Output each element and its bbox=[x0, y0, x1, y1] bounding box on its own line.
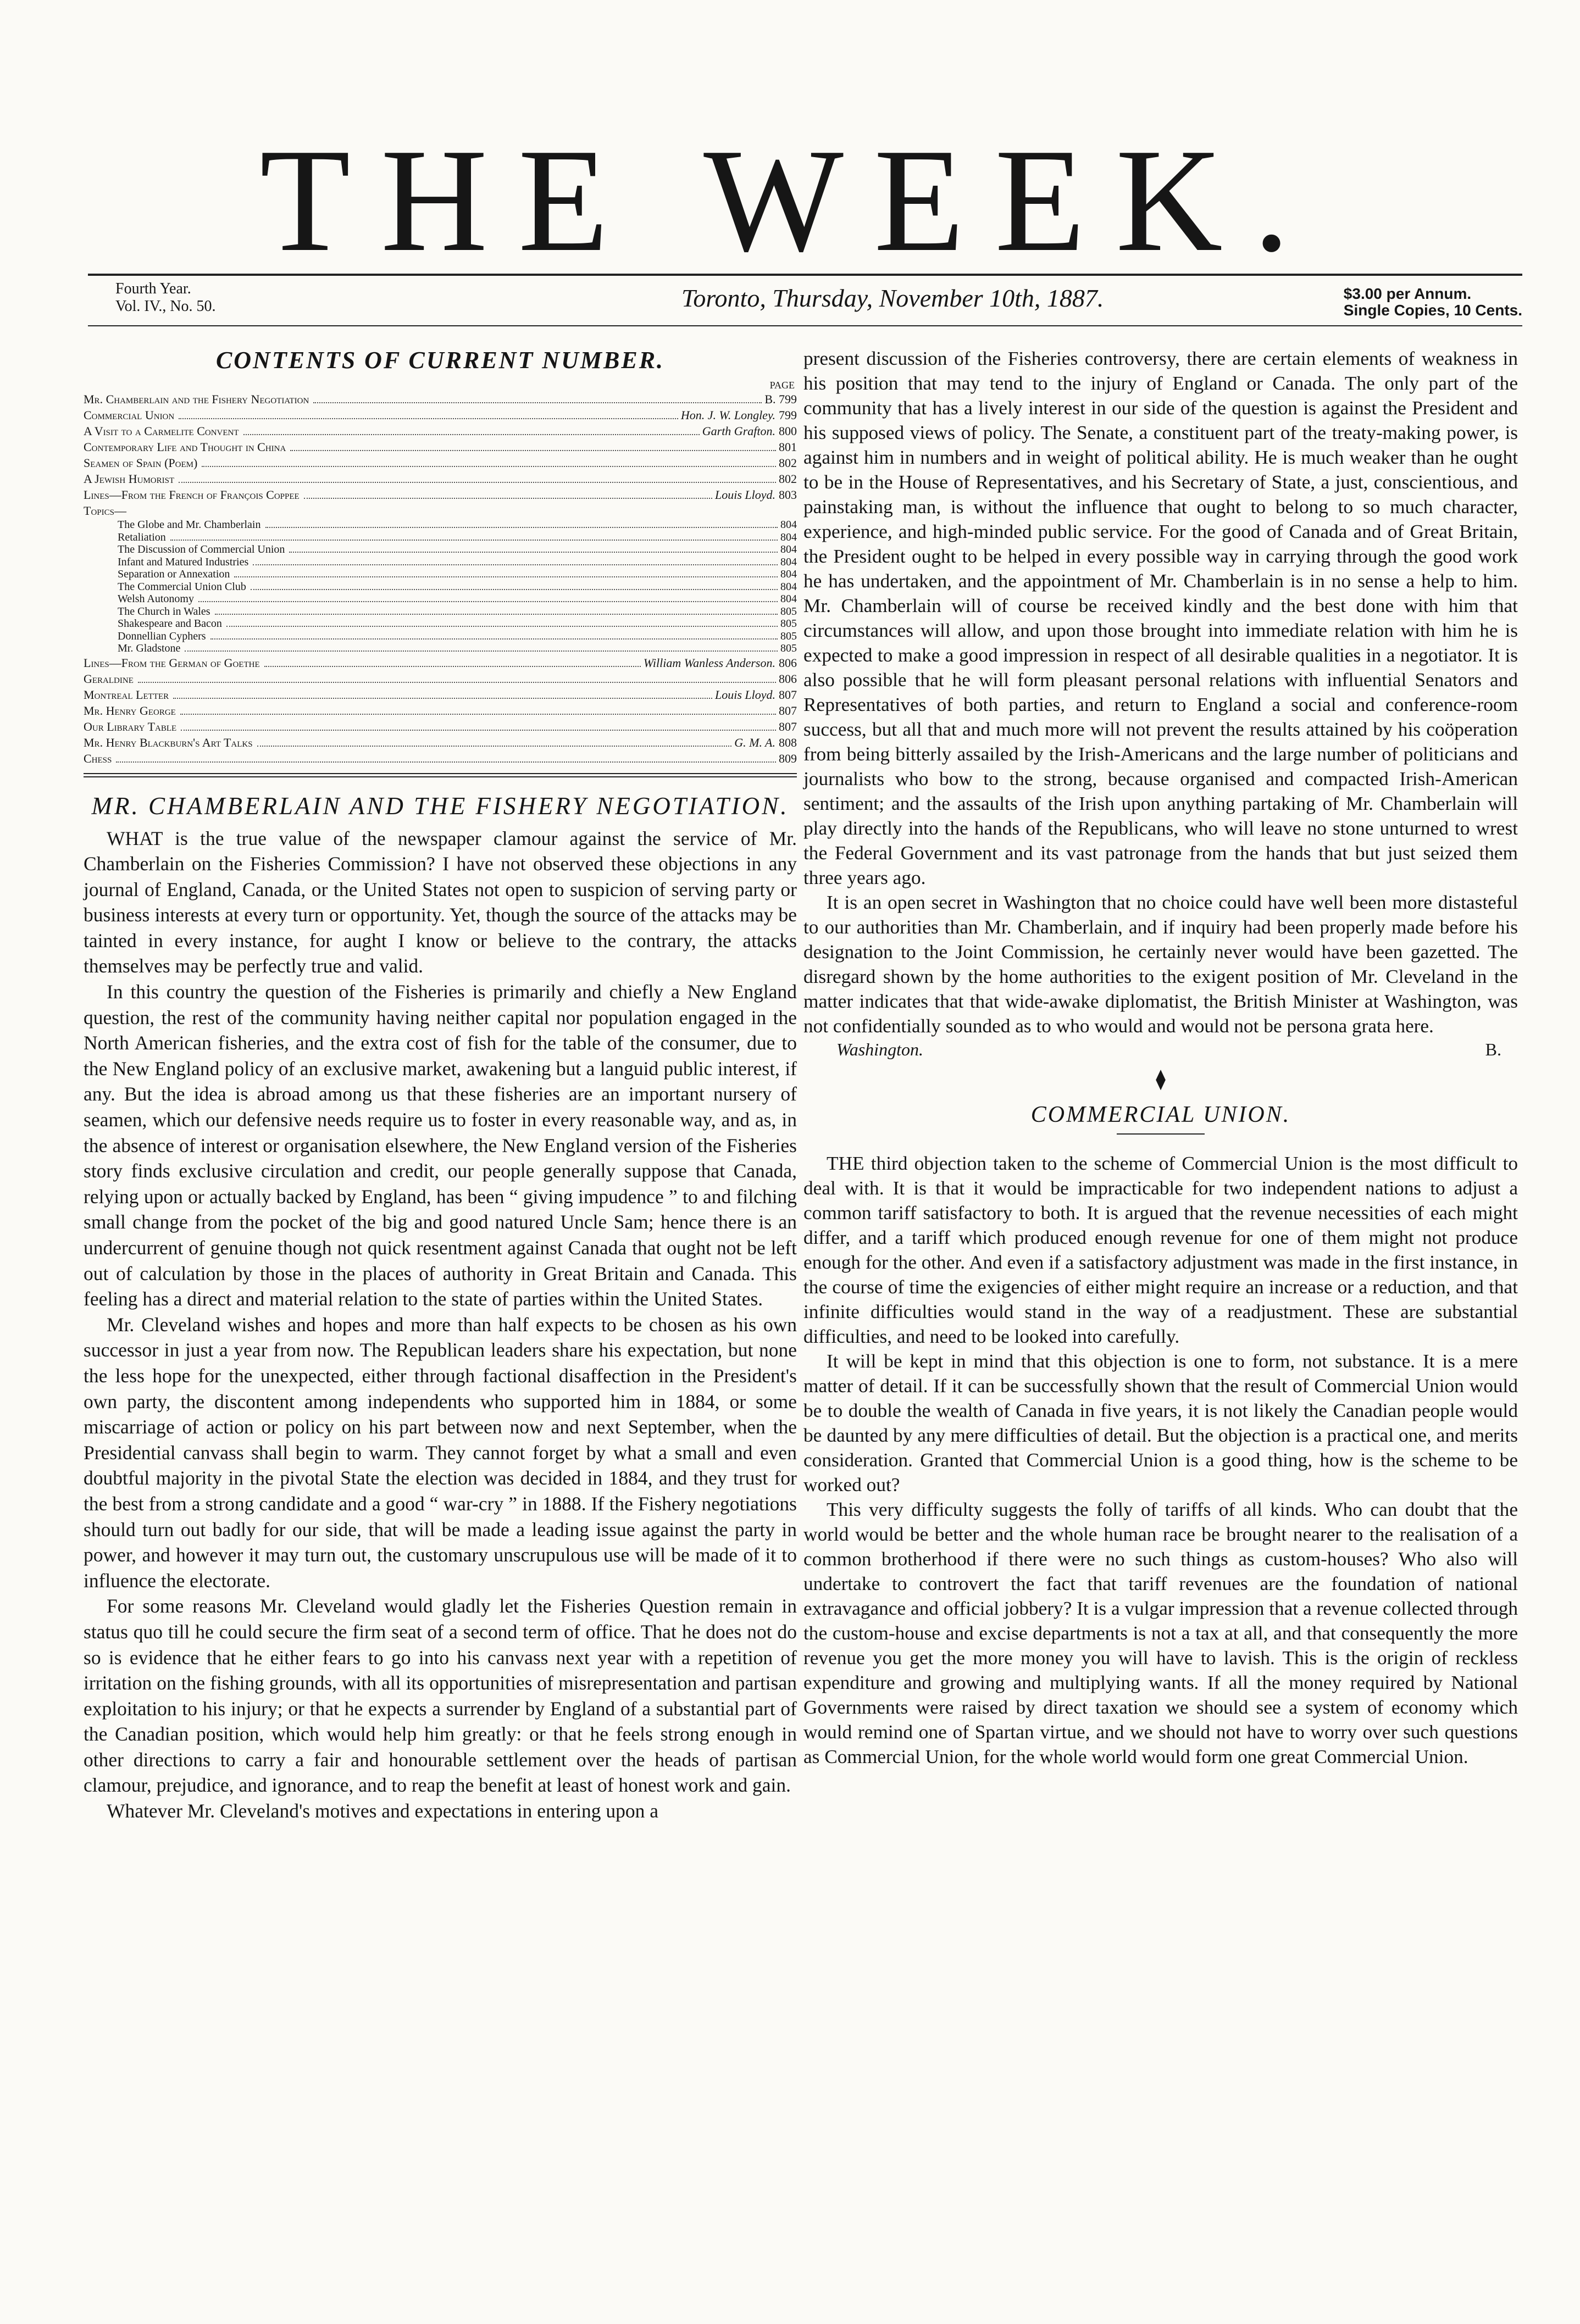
contents-item bbox=[84, 630, 797, 643]
contents-leader-dots bbox=[289, 552, 778, 553]
issue-price: $3.00 per Annum. bbox=[1343, 285, 1472, 302]
contents-item-page: 807 bbox=[779, 687, 797, 702]
contents-leader-dots bbox=[264, 666, 641, 667]
contents-item bbox=[84, 703, 797, 719]
contents-item-page: 800 bbox=[779, 424, 797, 438]
contents-leader-dots bbox=[251, 589, 778, 590]
contents-item-page: 805 bbox=[780, 642, 797, 654]
contents-item bbox=[84, 642, 797, 655]
article-signoff bbox=[836, 1039, 1501, 1060]
contents-divider bbox=[84, 773, 797, 777]
contents-item bbox=[84, 605, 797, 618]
issue-single-copy-price: Single Copies, 10 Cents. bbox=[1343, 302, 1522, 319]
contents-item bbox=[84, 543, 797, 556]
contents-item bbox=[84, 568, 797, 581]
contents-title: CONTENTS OF CURRENT NUMBER. bbox=[215, 347, 665, 374]
article-paragraph: THE third objection taken to the scheme of Commercial Union is the most difficult to deal with. It is that it would be impracticable for two independent nations to adjust a common tariff satisfactory to both. It is argued that the revenue necessities of each might differ, and a tariff which produced enough revenue for one of them might not produce enough for the other. And even if a satisfactory adjustment was made in the first instance, in the course of time the exigencies of either might require an increase or a reduction, and that infinite difficulties would stand in the way of a readjustment. These are substantial difficulties, and need to be looked into carefully. bbox=[803, 1153, 1518, 1347]
contents-leader-dots bbox=[198, 601, 778, 602]
issue-volume: Vol. IV., No. 50. bbox=[115, 298, 216, 315]
contents-item bbox=[84, 423, 797, 439]
contents-item bbox=[84, 618, 797, 630]
contents-item bbox=[84, 593, 797, 605]
contents-item-page: 805 bbox=[780, 618, 797, 630]
table-of-contents bbox=[84, 391, 797, 766]
contents-item-page: 806 bbox=[779, 671, 797, 686]
contents-leader-dots bbox=[290, 450, 776, 451]
article-paragraph: present discussion of the Fisheries controversy, there are certain elements of weakness in his position that may tend to the injury of England or Canada. The only part of the community that has a lively interest in our side of the question is against the President and his supposed views of policy. The Senate, a constituent part of the treaty-making power, is against him in numbers and in weight of political ability. He is much weaker than he ought to be in the House of Representatives, and his Secretary of State, a just, conscientious, and painstaking man, is without the influence that ought to belong to so much character, experience, and high-minded public service. For the good of Canada and of Great Britain, the President ought to be helped in every possible way in carrying through the good work he has undertaken, and the appointment of Mr. Chamberlain is in no sense a help to him. Mr. Chamberlain will of course be received kindly and the best done with him that circumstances will allow, and upon those brought into immediate relation with him he is expected to make a good impression in respect of all desirable qualities in a negotiator. It is also possible that he will form pleasant personal relations with influential Senators and Representatives of both parties, and return to England a social and conference-room success, but all that and much more will not prevent the results attained by his coöperation from being bitterly assailed by the Irish-Americans and the large number of politicians and journalists who bow to the strong, because organised and compacted Irish-American sentiment; and the assaults of the Irish upon anything partaking of Mr. Chamberlain will play directly into the hands of the Republicans, who will leave no stone unturned to wrest the Federal Government and its vast patronage from the hands that but just seized them three years ago. bbox=[803, 348, 1518, 888]
contents-item-title: A Visit to a Carmelite Convent bbox=[84, 424, 239, 438]
contents-item-title: Contemporary Life and Thought in China bbox=[84, 440, 286, 454]
contents-item-author: Hon. J. W. Longley. bbox=[680, 408, 775, 422]
contents-leader-dots bbox=[313, 402, 762, 403]
contents-item-page: B. 799 bbox=[764, 392, 797, 406]
contents-item-title: Mr. Gladstone bbox=[118, 642, 181, 654]
contents-item-title: Mr. Henry George bbox=[84, 703, 176, 718]
contents-item-author: William Wanless Anderson. bbox=[643, 655, 775, 670]
contents-item-page: 807 bbox=[779, 719, 797, 733]
article-title-commercial-union: COMMERCIAL UNION. bbox=[1030, 1102, 1291, 1127]
article-body-right bbox=[803, 346, 1518, 1038]
left-column bbox=[84, 346, 797, 1824]
contents-leader-dots bbox=[170, 540, 778, 541]
contents-item-page: 802 bbox=[779, 472, 797, 486]
contents-item-page: 807 bbox=[779, 703, 797, 718]
right-column bbox=[803, 346, 1518, 1769]
contents-item bbox=[84, 655, 797, 671]
contents-item bbox=[84, 407, 797, 423]
article-paragraph: It is an open secret in Washington that no choice could have well been more distasteful to our authorities than Mr. Chamberlain, and if inquiry had been properly made before his designation to the Joint Commission, he certainly never would have been gazetted. The disregard shown by the home authorities to the exigent position of Mr. Cleveland in the matter indicates that that wide-awake diplomatist, the British Minister at Washington, was not confidentially sounded as to who would and would not be persona grata here. bbox=[803, 892, 1518, 1037]
issue-line bbox=[88, 280, 1522, 324]
article-paragraph: It will be kept in mind that this objection is one to form, not substance. It is a mere matter of detail. If it can be successfully shown that the result of Commercial Union would be to double the wealth of Canada in five years, it is not likely the Canadian people would be daunted by any mere difficulties of detail. But the objection is a practical one, and merits consideration. Granted that Commercial Union is a good thing, how is the scheme to be worked out? bbox=[803, 1350, 1518, 1495]
contents-leader-dots bbox=[243, 434, 700, 435]
section-divider-ornament: ⧫ bbox=[1156, 1068, 1166, 1090]
contents-leader-dots bbox=[202, 466, 776, 467]
article-paragraph: Whatever Mr. Cleveland's motives and expectations in entering upon a bbox=[107, 1800, 659, 1822]
contents-leader-dots bbox=[179, 482, 776, 483]
contents-item-page: 806 bbox=[779, 655, 797, 670]
contents-item-title: Topics— bbox=[84, 504, 126, 518]
contents-item-title: Donnellian Cyphers bbox=[118, 630, 206, 642]
title-underline bbox=[1117, 1133, 1205, 1135]
contents-leader-dots bbox=[265, 527, 778, 528]
contents-item-title: The Globe and Mr. Chamberlain bbox=[118, 519, 261, 531]
contents-item bbox=[84, 531, 797, 544]
contents-item-page: 804 bbox=[780, 531, 797, 543]
contents-item-page: 804 bbox=[780, 543, 797, 555]
contents-item-title: Montreal Letter bbox=[84, 687, 169, 702]
contents-item bbox=[84, 391, 797, 407]
contents-item-title: Mr. Chamberlain and the Fishery Negotiation bbox=[84, 392, 309, 406]
article-paragraph: WHAT is the true value of the newspaper clamour against the service of Mr. Chamberlain on the Fisheries Commission? I have not observed these objections in any journal of England, Canada, or the United States not open to suspicion of serving party or business interests at every turn or opportunity. Yet, though the source of the attacks may be tainted in every instance, for aught I know or believe to the contrary, the attacks themselves may be perfectly true and valid. bbox=[84, 827, 797, 977]
contents-leader-dots bbox=[185, 651, 778, 652]
contents-leader-dots bbox=[226, 626, 778, 627]
article-body-commercial-union bbox=[803, 1151, 1518, 1769]
contents-item bbox=[84, 455, 797, 471]
contents-item-title: Infant and Matured Industries bbox=[118, 555, 249, 568]
article-title-chamberlain: MR. CHAMBERLAIN AND THE FISHERY NEGOTIATION. bbox=[91, 792, 789, 820]
contents-item-author: Louis Lloyd. bbox=[714, 488, 775, 502]
contents-leader-dots bbox=[215, 614, 778, 615]
contents-item-title: Commercial Union bbox=[84, 408, 175, 422]
contents-item bbox=[84, 719, 797, 735]
contents-item bbox=[84, 687, 797, 703]
contents-item bbox=[84, 671, 797, 687]
contents-leader-dots bbox=[304, 498, 712, 499]
article-paragraph: This very difficulty suggests the folly of tariffs of all kinds. Who can doubt that the world would be better and the whole human race be brought nearer to the realisation of a common brotherhood if there were no such things as custom-houses? Who also will undertake to controvert the fact that tariff revenues are the foundation of national extravagance and official jobbery? It is a vulgar impression that a revenue collected through the custom-house and excise departments is not a tax at all, and that consequently the more revenue you get the more money you will have to lavish. This is the origin of reckless expenditure and growing and multiplying wants. If all the money required by National Governments were raised by direct taxation we should see a system of economy which would remind one of Spartan virtue, and we should not have to worry over such questions as Commercial Union, for the whole world would form one great Commercial Union. bbox=[803, 1499, 1518, 1767]
masthead-title: THE WEEK. bbox=[259, 118, 1321, 282]
contents-leader-dots bbox=[210, 638, 778, 640]
contents-leader-dots bbox=[234, 576, 778, 577]
contents-leader-dots bbox=[138, 682, 776, 683]
signoff-initial: B. bbox=[1485, 1039, 1501, 1059]
contents-item-page: 804 bbox=[780, 555, 797, 568]
contents-item-title: Welsh Autonomy bbox=[118, 593, 194, 605]
contents-item bbox=[84, 487, 797, 503]
article-paragraph: Mr. Cleveland wishes and hopes and more than half expects to be chosen as his own successor in just a year from now. The Republican leaders share his expectation, but none the less hope for the unexpected, either through factional disaffection in the President's own party, the discontent among independents who supported him in 1884, or some miscarriage of action or policy on his part between now and next September, when the Presidential canvass shall begin to warm. They cannot forget by what a small and even doubtful majority in the pivotal State the election was decided in 1884, and they trust for the best from a strong candidate and a good “ war-cry ” in 1888. If the Fishery negotiations should turn out badly for our side, that will be made a leading issue against the party in power, and however it may turn out, the customary unscrupulous use will be made of it to influence the electorate. bbox=[84, 1313, 797, 1592]
issue-volume-block bbox=[115, 280, 216, 315]
contents-leader-dots bbox=[253, 564, 778, 565]
contents-item bbox=[84, 735, 797, 750]
article-paragraph: For some reasons Mr. Cleveland would gladly let the Fisheries Question remain in status quo till he could secure the firm seat of a second term of office. That he does not do so is evidence that he either fears to go into his canvass next year with a repetition of irritation on the fishing grounds, with all its opportunities of misrepresentation and partisan exploitation to his injury; or that he expects a surrender by England of a substantial part of the Canadian position, which would help him greatly: or that he feels strong enough in other directions to carry a fair and honourable settlement over the heads of partisan clamour, prejudice, and ignorance, and to reap the benefit at least of honest work and gain. bbox=[84, 1595, 797, 1797]
contents-item-page: 801 bbox=[779, 440, 797, 454]
masthead-rule-bottom bbox=[88, 325, 1522, 326]
contents-item bbox=[84, 439, 797, 455]
contents-item-page: 803 bbox=[779, 488, 797, 502]
contents-leader-dots bbox=[173, 698, 712, 699]
contents-leader-dots bbox=[179, 418, 678, 419]
contents-item-page: 804 bbox=[780, 580, 797, 593]
contents-item-title: Retaliation bbox=[118, 531, 166, 543]
contents-item-author: Garth Grafton. bbox=[702, 424, 775, 438]
contents-item bbox=[84, 471, 797, 487]
contents-item-page: 805 bbox=[780, 605, 797, 618]
contents-leader-dots bbox=[181, 730, 776, 731]
contents-item-title: Lines—From the French of François Coppee bbox=[84, 488, 300, 502]
issue-price-block bbox=[1344, 286, 1522, 319]
contents-item-author: Louis Lloyd. bbox=[714, 687, 775, 702]
contents-leader-dots bbox=[180, 714, 776, 715]
issue-year: Fourth Year. bbox=[115, 280, 191, 297]
contents-item-page: 802 bbox=[779, 456, 797, 470]
contents-item-title: Shakespeare and Bacon bbox=[118, 618, 222, 630]
contents-item-page: 804 bbox=[780, 593, 797, 605]
article-body-left bbox=[84, 826, 797, 1824]
contents-item-title: Geraldine bbox=[84, 671, 134, 686]
contents-item-title: Our Library Table bbox=[84, 719, 177, 733]
article-paragraph: In this country the question of the Fisheries is primarily and chiefly a New England question, the rest of the community having neither capital nor population engaged in the North American fisheries, and the extra cost of fish for the table of the consumer, due to the New England policy of an exclusive market, awakening but a languid public interest, if any. But the idea is abroad among us that these fisheries are an important nursery of seamen, which our defensive needs require us to foster in every reasonable way, and as, in the absence of interest or organisation elsewhere, the New England version of the Fisheries story finds exclusive circulation and credit, our people generally suppose that Canada, relying upon or actually backed by England, has been “ giving impudence ” to and filching small change from the pocket of the big and good natured Uncle Sam; hence there is an undercurrent of genuine though not quick resentment against Canada that ought not be left out of calculation by those in the places of authority in Great Britain and Canada. This feeling has a direct and material relation to the state of parties within the United States. bbox=[84, 981, 797, 1310]
contents-item-title: Chess bbox=[84, 751, 112, 765]
signoff-place: Washington. bbox=[836, 1039, 923, 1059]
contents-item-title: Lines—From the German of Goethe bbox=[84, 655, 260, 670]
contents-item-title: Separation or Annexation bbox=[118, 568, 230, 580]
contents-leader-dots bbox=[116, 761, 776, 763]
contents-item-page: 799 bbox=[779, 408, 797, 422]
contents-item bbox=[84, 581, 797, 593]
issue-dateline: Toronto, Thursday, November 10th, 1887. bbox=[681, 284, 1104, 312]
contents-item-title: The Commercial Union Club bbox=[118, 580, 246, 593]
contents-item-page: 809 bbox=[779, 751, 797, 765]
contents-item bbox=[84, 519, 797, 531]
contents-item-title: A Jewish Humorist bbox=[84, 472, 175, 486]
contents-item-page: 808 bbox=[779, 735, 797, 749]
contents-item bbox=[84, 503, 797, 519]
contents-page-label: PAGE bbox=[769, 380, 795, 391]
contents-item-author: G. M. A. bbox=[734, 735, 775, 749]
contents-item-page: 804 bbox=[780, 568, 797, 580]
contents-item-title: The Church in Wales bbox=[118, 605, 210, 618]
contents-item-page: 805 bbox=[780, 630, 797, 642]
masthead-rule-top bbox=[88, 274, 1522, 276]
contents-item bbox=[84, 556, 797, 569]
contents-item bbox=[84, 750, 797, 766]
contents-item-title: Mr. Henry Blackburn's Art Talks bbox=[84, 735, 253, 749]
contents-leader-dots bbox=[257, 746, 732, 747]
contents-item-page: 804 bbox=[780, 519, 797, 531]
contents-item-title: Seamen of Spain (Poem) bbox=[84, 456, 198, 470]
contents-item-title: The Discussion of Commercial Union bbox=[118, 543, 285, 555]
